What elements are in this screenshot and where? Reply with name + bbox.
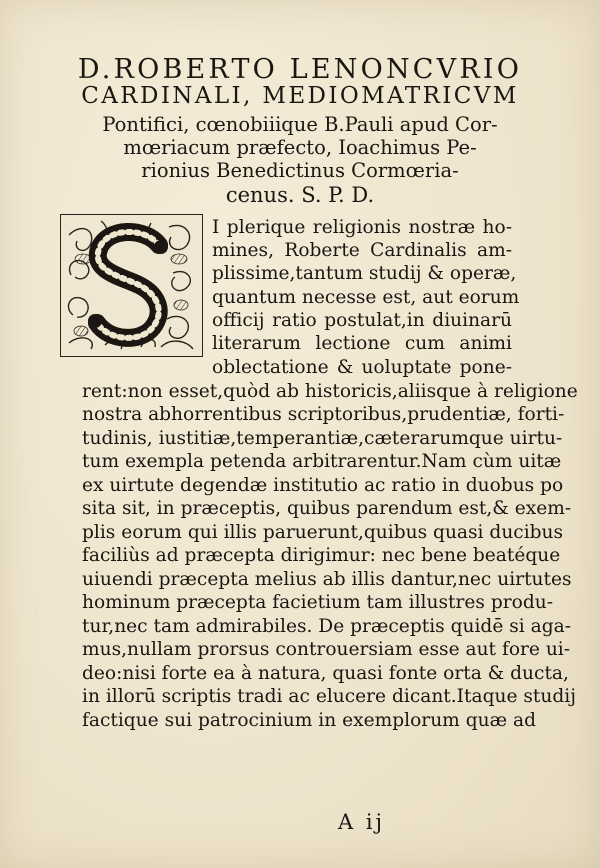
body-line: tum exempla petenda arbitrarentur.Nam cùm uitæ [82, 451, 562, 472]
body-line: quantum necesse est, aut eorum [212, 287, 520, 308]
dedication-subheading-line-3: rionius Benedictinus Cormœria- [141, 159, 459, 182]
dedication-subheading-line-2: mœriacum præfecto, Ioachimus Pe- [123, 136, 477, 159]
body-line: nostra abhorrentibus scriptoribus,prudentiæ, forti- [82, 404, 565, 425]
body-line: oblectatione & uoluptate pone- [212, 357, 512, 378]
body-line: deo:nisi forte ea à natura, quasi fonte orta & ducta, [82, 663, 569, 684]
body-line: I plerique religionis nostræ ho- [212, 217, 512, 238]
body-line: factique sui patrocinium in exemplorum quæ ad [82, 710, 536, 731]
body-line: in illorū scriptis tradi ac elucere dicant.Itaque studij [82, 686, 576, 707]
body-line: plissime,tantum studij & operæ, [212, 263, 517, 284]
body-line: ex uirtute degendæ institutio ac ratio in duobus po [82, 475, 564, 496]
dedication-subheading-line-4: cenus. S. P. D. [225, 183, 375, 207]
body-line: faciliùs ad præcepta dirigimur: nec bene beatéque [82, 545, 561, 566]
body-line: mus,nullam prorsus controuersiam esse aut fore ui- [82, 639, 571, 660]
body-line: officij ratio postulat,in diuinarū [212, 310, 512, 331]
body-line: hominum præcepta facietium tam illustres produ- [82, 592, 553, 613]
body-line: literarum lectione cum animi [212, 333, 512, 354]
decorated-initial-s-icon [60, 214, 203, 357]
body-line: mines, Roberte Cardinalis am- [212, 240, 512, 261]
dedication-heading-line-1: D.ROBERTO LENONCVRIO [77, 54, 523, 85]
dedication-subheading-line-1: Pontifici, cœnobiiique B.Pauli apud Cor- [102, 113, 498, 136]
body-line: plis eorum qui illis paruerunt,quibus quasi ducibus [82, 522, 564, 543]
dedication-heading-line-2: CARDINALI, MEDIOMATRICVM [81, 83, 519, 109]
body-line: sita sit, in præceptis, quibus parendum est,& exem- [82, 498, 572, 519]
body-line: tudinis, iustitiæ,temperantiæ,cæterarumque uirtu- [82, 428, 563, 449]
body-line: uiuendi præcepta melius ab illis dantur,nec uirtutes [82, 569, 572, 590]
body-line: rent:non esset,quòd ab historicis,aliisque à religione [82, 381, 578, 402]
page-signature: A ij [338, 810, 386, 834]
initial-ornament-icon [61, 215, 201, 355]
body-line: tur,nec tam admirabiles. De præceptis quidē si aga- [82, 616, 571, 637]
